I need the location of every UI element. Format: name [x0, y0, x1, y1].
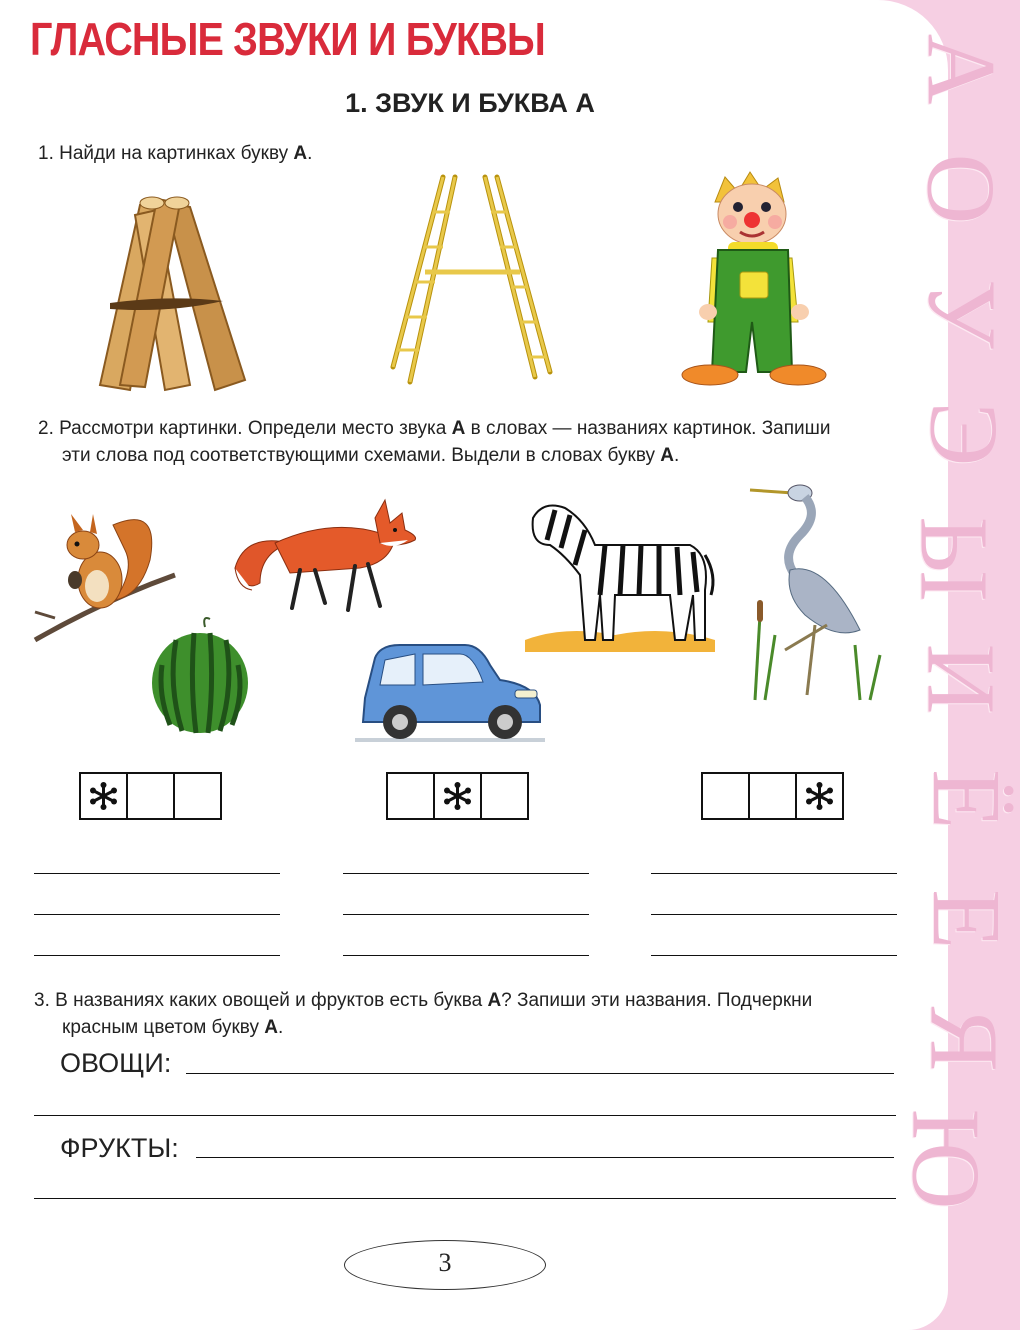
- writing-line[interactable]: [34, 955, 280, 956]
- task-3-instruction-line-2: красным цветом букву А.: [62, 1017, 284, 1038]
- sidebar-letter: И: [906, 643, 1015, 715]
- writing-line[interactable]: [343, 873, 589, 874]
- asterisk-icon: [81, 774, 126, 818]
- writing-line[interactable]: [34, 1115, 896, 1116]
- writing-line[interactable]: [34, 914, 280, 915]
- fruits-label: ФРУКТЫ:: [60, 1133, 179, 1163]
- scheme-cell: [175, 774, 220, 818]
- asterisk-icon: [797, 774, 842, 818]
- logs-letter-a-image: [95, 195, 245, 395]
- vegetables-writing-line[interactable]: [186, 1073, 894, 1074]
- sound-scheme-end: [701, 772, 844, 820]
- vegetables-label: ОВОЩИ:: [60, 1048, 172, 1078]
- watermelon-image: [150, 615, 250, 735]
- boy-in-overalls-image: [680, 172, 830, 390]
- fruits-writing-line[interactable]: [196, 1157, 894, 1158]
- sidebar-letter: Ы: [899, 516, 1008, 602]
- sidebar-letter: Ё: [912, 769, 1020, 829]
- scheme-cell: [482, 774, 527, 818]
- fox-image: [230, 498, 420, 616]
- scheme-cell-marked: [435, 774, 482, 818]
- writing-line[interactable]: [34, 1198, 896, 1199]
- task-1-instruction: 1. Найди на картинках букву А.: [38, 143, 313, 164]
- task-2-instruction-line-1: 2. Рассмотри картинки. Определи место звука А в словах — названиях картинок. Запиши: [38, 418, 831, 439]
- sound-scheme-start: [79, 772, 222, 820]
- writing-line[interactable]: [343, 914, 589, 915]
- task-3-instruction-line-1: 3. В названиях каких овощей и фруктов есть буква А? Запиши эти названия. Подчеркни: [34, 990, 813, 1011]
- scheme-cell: [128, 774, 175, 818]
- page-number: 3: [438, 1248, 452, 1277]
- ladder-letter-a-image: [385, 172, 555, 387]
- scheme-cell: [750, 774, 797, 818]
- sidebar-letter-column: [891, 0, 1020, 1330]
- heron-image: [745, 475, 885, 710]
- lesson-title: 1. ЗВУК И БУКВА А: [345, 88, 595, 118]
- task-2-instruction-line-2: эти слова под соответствующими схемами. Выдели в словах букву А.: [62, 445, 680, 466]
- writing-line[interactable]: [651, 873, 897, 874]
- sidebar-letter: О: [906, 153, 1015, 225]
- writing-line[interactable]: [34, 873, 280, 874]
- sidebar-letter: У: [907, 279, 1016, 349]
- scheme-cell-marked: [797, 774, 842, 818]
- zebra-image: [525, 500, 715, 655]
- sidebar-letter: А: [906, 33, 1015, 105]
- writing-line[interactable]: [651, 914, 897, 915]
- sidebar-letter: Е: [912, 889, 1020, 949]
- sidebar-letter: Я: [909, 1006, 1018, 1072]
- asterisk-icon: [435, 774, 480, 818]
- scheme-cell-marked: [81, 774, 128, 818]
- scheme-cell: [703, 774, 750, 818]
- writing-line[interactable]: [343, 955, 589, 956]
- sidebar-letter: Э: [909, 401, 1018, 467]
- writing-line[interactable]: [651, 955, 897, 956]
- car-image: [355, 640, 545, 745]
- section-title: ГЛАСНЫЕ ЗВУКИ И БУКВЫ: [30, 13, 545, 65]
- sound-scheme-middle: [386, 772, 529, 820]
- sidebar-letter: Ю: [891, 1108, 1000, 1210]
- scheme-cell: [388, 774, 435, 818]
